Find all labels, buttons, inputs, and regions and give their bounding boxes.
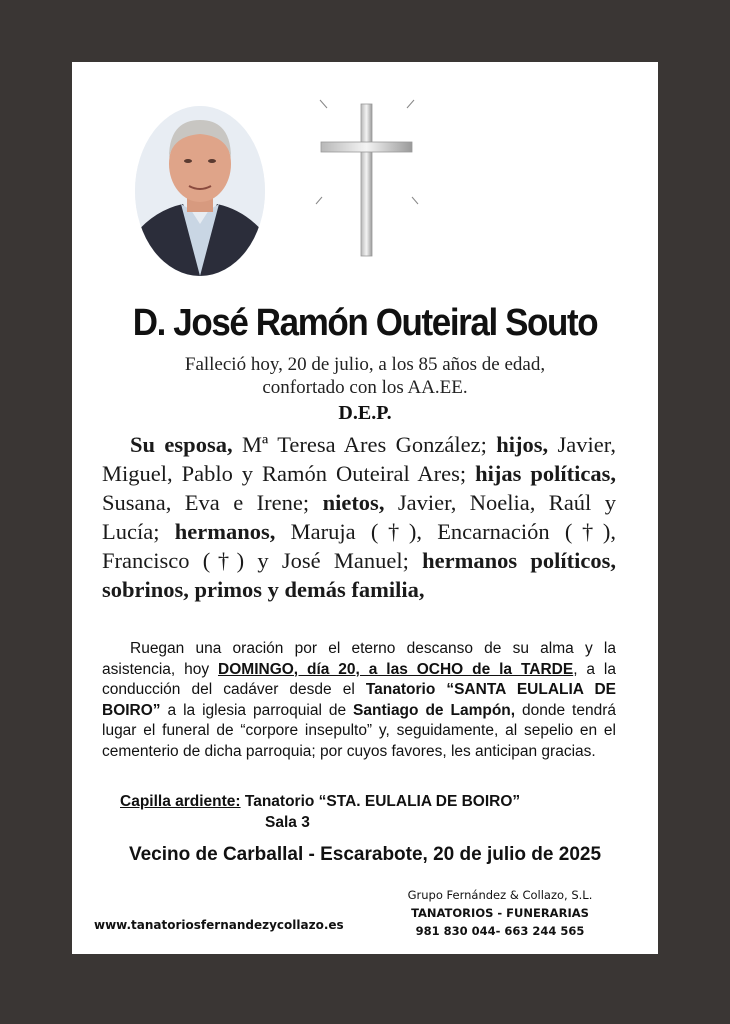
deceased-name: D. José Ramón Outeiral Souto [132, 302, 598, 344]
prayer-text-2: , a la conducción del cadáver desde el [102, 660, 616, 698]
family-paragraph [102, 430, 616, 604]
hijas-politicas-names: Susana, Eva e Irene; [102, 490, 323, 515]
hermanos-label: hermanos, [174, 519, 276, 544]
cross-icon [302, 92, 432, 262]
prayer-text-3: a la iglesia parroquial de [160, 701, 354, 719]
capilla-value: Tanatorio “STA. EULALIA DE BOIRO” [240, 793, 521, 810]
tanatorio-name: Tanatorio “SANTA EULALIA DE BOIRO” [102, 681, 616, 719]
capilla-ardiente [120, 793, 520, 811]
dep-heading: D.E.P. [338, 402, 392, 424]
esposa-label: Su esposa, [130, 432, 233, 457]
company-website: www.tanatoriosfernandezycollazo.es [94, 918, 344, 932]
residence-date-line: Vecino de Carballal - Escarabote, 20 de julio de 2025 [128, 844, 602, 865]
prayer-paragraph [102, 639, 616, 762]
deceased-portrait [135, 106, 265, 276]
death-announcement-line-2: confortado con los AA.EE. [262, 377, 468, 398]
company-services: TANATORIOS - FUNERARIAS [411, 906, 589, 920]
parroquia-name: Santiago de Lampón, [353, 701, 516, 719]
nietos-names: Javier, Noelia, Raúl y Lucía; [102, 490, 616, 544]
capilla-label: Capilla ardiente: [120, 793, 241, 810]
obituary-card [72, 62, 658, 954]
prayer-text-1: Ruegan una oración por el eterno descanso de su alma y la asistencia, hoy [102, 640, 616, 678]
hermanos-names: Maruja (†), Encarnación (†), Francisco (†) y José Manuel; [102, 519, 616, 573]
esposa-name: Mª Teresa Ares González; [232, 432, 497, 457]
hijas-politicas-label: hijas políticas, [475, 461, 616, 486]
sala-number: Sala 3 [265, 814, 310, 831]
nietos-label: nietos, [322, 490, 385, 515]
hijos-names: Javier, Miguel, Pablo y Ramón Outeiral Ares; [102, 432, 616, 486]
death-announcement-line-1: Falleció hoy, 20 de julio, a los 85 años de edad, [184, 354, 546, 375]
funeral-company-block [380, 886, 620, 940]
ceremony-date-time: DOMINGO, día 20, a las OCHO de la TARDE [218, 660, 574, 678]
prayer-text-4: donde tendrá lugar el funeral de “corpore insepulto” y, seguidamente, al sepelio en el cementerio de dicha parroquia; por cuyos favores, les anticipan gracias. [102, 701, 617, 760]
hermanos-politicos-label: hermanos políticos, sobrinos, primos y demás familia, [102, 548, 616, 602]
company-name: Grupo Fernández & Collazo, S.L. [407, 888, 593, 902]
hijos-label: hijos, [496, 432, 549, 457]
company-phones: 981 830 044- 663 244 565 [415, 924, 585, 938]
